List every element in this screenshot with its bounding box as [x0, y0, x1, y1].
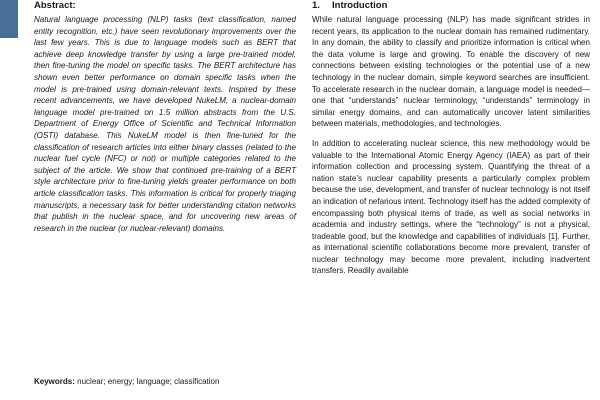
section-number: 1. — [312, 0, 320, 11]
intro-paragraph-1: While natural language processing (NLP) has made significant strides in recent years, its application to the nuclear domain has remained rudimentary. In any domain, the ability to classify and prioritize information is critical when the data volume is large and growing. To enable the discovery of new connections between existing technologies or the potential use of a new technology in the nuclear domain, simple keyword searches are insufficient. To accelerate research in the nuclear domain, a language model is needed—one that “understands” nuclear terminology, “understands” terminology in similar energy domains, and can automatically uncover latent similarities between materials, methodologies, and technologies. — [312, 15, 590, 129]
accent-bar — [0, 0, 18, 38]
abstract-text: Natural language processing (NLP) tasks (text classification, named entity recognition, etc.) have seen revolutionary improvements over the last few years. This is due to language models such as BERT that achieve deep knowledge transfer by using a large pre-trained model, then fine-tuning the model on specific tasks. The BERT architecture has shown even better performance on domain specific tasks when the model is pre-trained using domain-relevant texts. Inspired by these recent advancements, we have developed NukeLM, a nuclear-domain language model pre-trained on 1.5 million abstracts from the U.S. Department of Energy Office of Scientific and Technical Information (OSTI) database. This NukeLM model is then fine-tuned for the classification of research articles into either binary classes (related to the nuclear fuel cycle (NFC) or not) or multiple categories related to the subject of the article. We show that continued pre-training of a BERT style architecture prior to fine-tuning yields greater performance on both article classification tasks. This information is critical for properly triaging manuscripts, a necessary task for better understanding citation networks that publish in the nuclear space, and for uncovering new areas of research in the nuclear (or nuclear-relevant) domains. — [34, 15, 296, 233]
abstract-column — [34, 0, 296, 234]
introduction-column — [312, 0, 590, 277]
abstract-heading: Abstract: — [34, 0, 76, 11]
introduction-heading — [312, 0, 590, 11]
section-title: Introduction — [332, 0, 388, 11]
keywords-line — [34, 376, 296, 387]
keywords-label: Keywords: — [34, 377, 75, 386]
intro-paragraph-2: In addition to accelerating nuclear science, this new methodology would be valuable to the International Atomic Energy Agency (IAEA) as part of their information collection and processing system. Quantifying the threat of a nation state’s nuclear capability presents a particularly complex problem because the use, development, and transfer of nuclear technology is not itself an indication of nefarious intent. Technology itself has the added complexity of encompassing both physical items of trade, as well as social networks in academia and industry settings, where the “technology” is not a physical, tradeable good, but the knowledge and capabilities of individuals [1]. Further, as international scientific collaborations become more prevalent, transfer of nuclear technology may become more prevalent, including inadvertent transfers. Readily available — [312, 138, 590, 276]
keywords-text: nuclear; energy; language; classification — [77, 377, 220, 386]
